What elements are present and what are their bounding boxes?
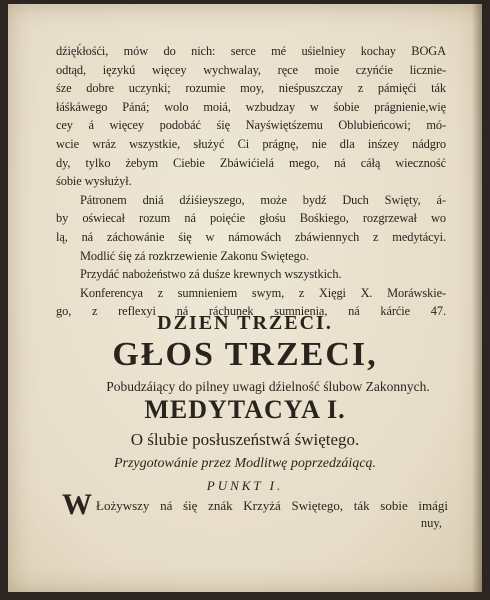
text-line: Przydáć nabożeństwo zá duśze krewnych wszystkich. — [80, 267, 342, 282]
text-line: śobie wysłużył. — [56, 174, 132, 189]
meditation-heading: MEDYTACYA I. — [144, 395, 346, 424]
text-line: lą, ná záchowánie śię w námowách zbáwiennych z medytácyi. — [56, 229, 446, 244]
text-line: Łożywszy ná śię znák Krzyżá Swiętego, ták sobie imági — [96, 498, 448, 513]
text-line: Modlić śię zá rozkrzewienie Zakonu Swiętego. — [80, 248, 309, 263]
book-page — [8, 4, 482, 592]
text-line: odtąd, ięzykú więcey wychwalay, ręce moie czyńćie licznie- — [56, 62, 446, 77]
text-line: Pátronem dniá dźiśieyszego, może bydź Duch Swięty, á- — [80, 192, 446, 207]
text-line: by oświecał rozum ná poięćie głośu Bośkiego, rozgrzewał wo — [56, 211, 446, 226]
day-heading: DZIEN TRZECI. — [157, 312, 333, 334]
text-line: cey á więcey podobáć śię Nayświętśzemu Oblubieńcowi; mó- — [56, 118, 446, 133]
point-heading: PUNKT I. — [206, 478, 284, 493]
text-line: śze dobre uczynki; rozumie moy, nieśpuszczay z pámięći ták — [56, 81, 446, 96]
drop-cap: W — [62, 488, 92, 521]
text-line: wcie wráz wszystkie, służyć Ci prágnę, nie dla inśzey nádgro — [56, 136, 446, 151]
preparation-heading: Przygotowánie przez Modlitwę poprzedzáiącą. — [113, 456, 377, 471]
text-line: łáśkáwego Páná; wolo moiá, wzbudzay w śobie prágnienie,wię — [56, 99, 446, 114]
page-gutter-shadow — [472, 4, 482, 592]
text-line: Konferencya z sumnieniem swym, z Xięgi X. Moráwskie- — [80, 285, 446, 300]
voice-heading: GŁOS TRZECI, — [112, 336, 378, 373]
section-subtitle: Pobudzáiący do pilney uwagi dźielność ślubow Zakonnych. — [106, 379, 430, 394]
text-line: dźięḱłośći, mów do nich: serce mé uśielniey kochay BOGA — [56, 44, 446, 58]
text-line: go, z reflexyi ná ráchunek sumnienia, ná kárćie 47. — [56, 304, 446, 319]
body-text — [56, 42, 446, 321]
catchword: nuy, — [420, 516, 442, 530]
text-line: dy, tylko żebym Ciebie Zbáwićielá mego, ná cáłą wieczność — [56, 155, 446, 170]
vow-heading: O ślubie posłuszeństwá świętego. — [130, 430, 360, 449]
